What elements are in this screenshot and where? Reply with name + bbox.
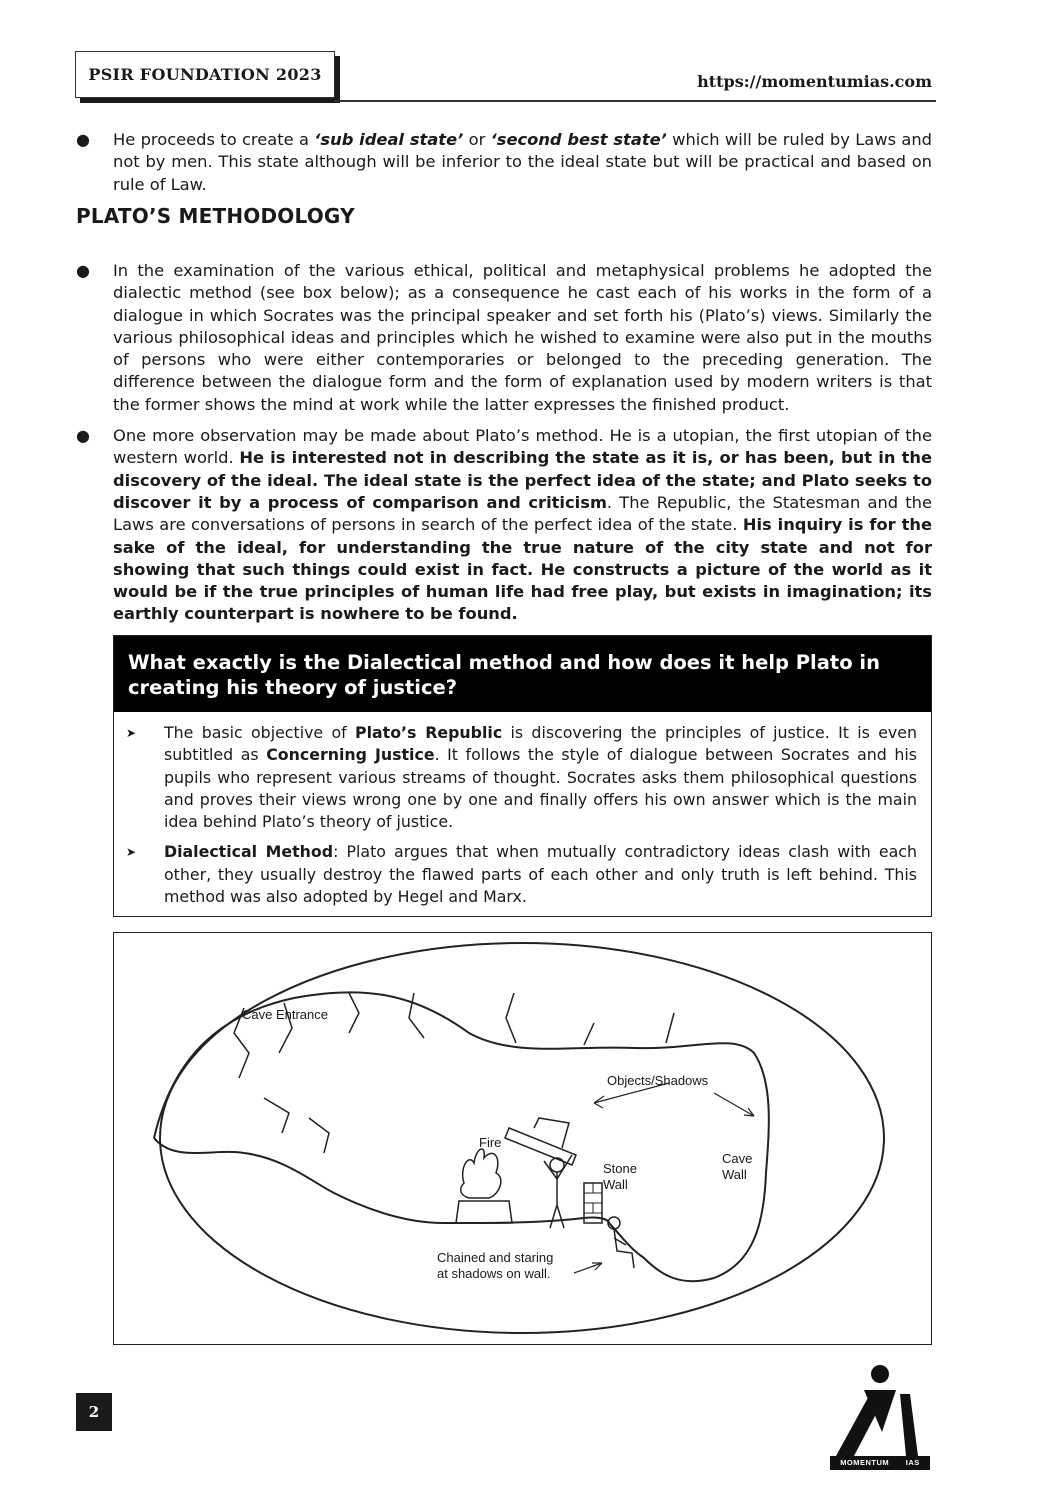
list-item: ➤ The basic objective of Plato’s Republic is discovering the principles of justice. It is even subtitled as Concerning Justice. It follows the style of dialogue between Socrates and his pupils who represent various streams of thought. Socrates asks them philosophical questions and proves their views wrong one by one and finally offers his own answer which is the main idea behind Plato’s theory of justice. <box>126 723 917 832</box>
bullet-icon: ● <box>76 261 90 280</box>
list-item: ● He proceeds to create a ‘sub ideal state’ or ‘second best state’ which will be ruled by Laws and not by men. This state although will be inferior to the ideal state but will be practical and based on rule of Law. <box>76 130 932 194</box>
figure-body <box>544 1155 572 1228</box>
cave-illustration <box>114 933 931 1344</box>
logo-text: MOMENTUM IAS <box>840 1458 920 1467</box>
label-cave-entrance: Cave Entrance <box>242 1007 328 1022</box>
fire-base <box>456 1201 512 1223</box>
intro-section <box>76 129 932 196</box>
ceiling-cracks <box>234 993 674 1078</box>
label-fire: Fire <box>479 1135 502 1150</box>
info-box-heading: What exactly is the Dialectical method and how does it help Plato in creating his theory of justice? <box>114 636 931 712</box>
label-objects-shadows: Objects/Shadows <box>607 1073 709 1088</box>
list-item: ● One more observation may be made about Plato’s method. He is a utopian, the first utopian of the western world. He is interested not in describing the state as it is, or has been, but in the discovery of the ideal. The ideal state is the perfect idea of the state; and Plato seeks to discover it by a process of comparison and criticism. The Republic, the Statesman and the Laws are conversations of persons in search of the perfect idea of the state. His inquiry is for the sake of the ideal, for understanding the true nature of the city state and not for showing that such things could exist in fact. He constructs a picture of the world as it would be if the true principles of human life had free play, but exists in imagination; its earthly counterpart is nowhere to be found. <box>76 426 932 624</box>
header-title: PSIR FOUNDATION 2023 <box>88 65 322 84</box>
cave-diagram <box>113 932 932 1345</box>
prisoner-body <box>614 1229 634 1268</box>
objects-icon <box>505 1118 576 1165</box>
bullet-icon: ● <box>76 426 90 446</box>
momentum-ias-logo-icon <box>826 1362 934 1472</box>
bullet-icon: ● <box>76 130 90 149</box>
methodology-section <box>76 260 932 626</box>
arrow-bullet-icon: ➤ <box>126 726 137 740</box>
label-chained: Chained and staring at shadows on wall. <box>437 1250 554 1281</box>
label-stone-wall: Stone Wall <box>603 1161 637 1192</box>
header-url[interactable]: https://momentumias.com <box>697 72 932 91</box>
fire-icon <box>461 1149 501 1198</box>
arrow-bullet-icon: ➤ <box>126 845 137 860</box>
section-heading: PLATO’S METHODOLOGY <box>76 204 355 228</box>
header-title-box <box>75 51 335 98</box>
cave-floor <box>154 1138 609 1223</box>
list-item: ● In the examination of the various ethical, political and metaphysical problems he adopted the dialectic method (see box below); as a consequence he cast each of his works in the form of a dialogue in which Socrates was the principal speaker and set forth his (Plato’s) views. Similarly the various philosophical ideas and principles which he wished to examine were also put in the mouths of persons who were either contemporaries or belonged to the preceding generation. The difference between the dialogue form and the form of explanation used by modern writers is that the former shows the mind at work while the latter expresses the finished product. <box>76 261 932 414</box>
info-box <box>113 635 932 917</box>
cave-outline <box>154 992 769 1281</box>
list-item: ➤ Dialectical Method: Plato argues that when mutually contradictory ideas clash with each other, they usually destroy the flawed parts of each other and only truth is left behind. This method was also adopted by Hegel and Marx. <box>126 842 918 907</box>
arrow-head-icon <box>744 1108 754 1116</box>
stone-wall-bricks <box>584 1183 602 1213</box>
floor-cracks <box>264 1098 329 1153</box>
header-divider <box>335 100 936 102</box>
arrow-line <box>714 1093 754 1116</box>
label-cave-wall: Cave Wall <box>722 1151 753 1182</box>
page-number: 2 <box>76 1393 112 1431</box>
